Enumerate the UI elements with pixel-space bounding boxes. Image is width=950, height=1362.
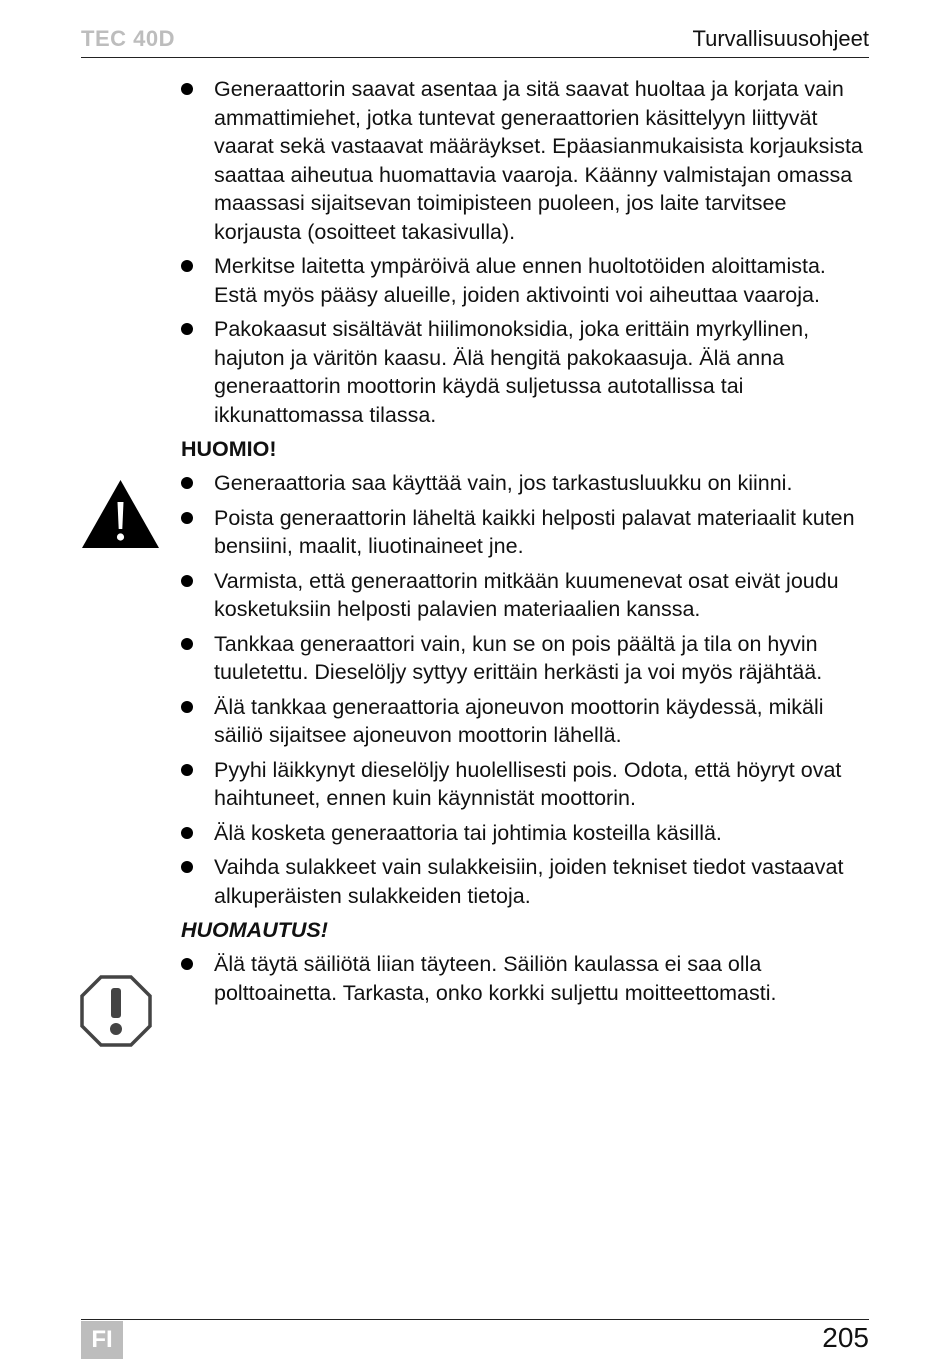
list-item: Tankkaa generaattori vain, kun se on pois päältä ja tila on hyvin tuuletettu. Dieselöljy syttyy erittäin herkästi ja voi myös räjähtää. (181, 630, 871, 687)
model-name: TEC 40D (81, 26, 175, 51)
bullet-icon (181, 477, 193, 489)
page-number: 205 (822, 1322, 869, 1353)
list-item: Poista generaattorin läheltä kaikki helposti palavat materiaalit kuten bensiini, maalit, liuotinaineet jne. (181, 504, 871, 561)
bullet-icon (181, 575, 193, 587)
bullet-icon (181, 958, 193, 970)
intro-list (181, 75, 871, 429)
bullet-icon (181, 260, 193, 272)
list-item: Älä täytä säiliötä liian täyteen. Säiliön kaulassa ei saa olla polttoainetta. Tarkasta, onko korkki suljettu moitteettomasti. (181, 950, 871, 1007)
page-header (81, 26, 869, 58)
bullet-icon (181, 701, 193, 713)
bullet-icon (181, 83, 193, 95)
notice-list (181, 950, 871, 1007)
list-item: Älä kosketa generaattoria tai johtimia kosteilla käsillä. (181, 819, 871, 848)
list-item: Pyyhi läikkynyt dieselöljy huolellisesti pois. Odota, että höyryt ovat haihtuneet, ennen kuin käynnistät moottorin. (181, 756, 871, 813)
language-badge: FI (81, 1321, 123, 1359)
caution-label: HUOMIO! (181, 437, 277, 461)
list-item: Generaattorin saavat asentaa ja sitä saavat huoltaa ja korjata vain ammattimiehet, jotka tuntevat generaattorien käsittelyyn liittyvät vaarat sekä vastaavat määräykset. Epäasianmukaisista korjauksista saattaa aiheutua huomattavia vaaroja. Käänny valmistajan omassa maassasi sijaitsevan toimipisteen puoleen, jos laite tarvitsee korjausta (osoitteet takasivulla). (181, 75, 871, 246)
footer-divider (81, 1319, 869, 1320)
list-item: Älä tankkaa generaattoria ajoneuvon moottorin käydessä, mikäli säiliö sijaitsee ajoneuvon moottorin lähellä. (181, 693, 871, 750)
caution-list (181, 469, 871, 910)
notice-label: HUOMAUTUS! (181, 918, 328, 942)
bullet-icon (181, 764, 193, 776)
list-item: Varmista, että generaattorin mitkään kuumenevat osat eivät joudu kosketuksiin helposti palavien materiaalien kanssa. (181, 567, 871, 624)
bullet-icon (181, 638, 193, 650)
section-title: Turvallisuusohjeet (692, 26, 869, 51)
list-item: Merkitse laitetta ympäröivä alue ennen huoltotöiden aloittamista. Estä myös pääsy alueille, joiden aktivointi voi aiheuttaa vaaroja. (181, 252, 871, 309)
list-item: Generaattoria saa käyttää vain, jos tarkastusluukku on kiinni. (181, 469, 871, 498)
exclamation-octagon-icon (80, 975, 152, 1047)
warning-triangle-icon (80, 478, 161, 550)
bullet-icon (181, 861, 193, 873)
content (181, 75, 871, 1013)
list-item: Vaihda sulakkeet vain sulakkeisiin, joiden tekniset tiedot vastaavat alkuperäisten sulakkeiden tietoja. (181, 853, 871, 910)
bullet-icon (181, 323, 193, 335)
list-item: Pakokaasut sisältävät hiilimonoksidia, joka erittäin myrkyllinen, hajuton ja väritön kaasu. Älä hengitä pakokaasuja. Älä anna generaattorin moottorin käydä suljetussa autotallissa tai ikkunattomassa tilassa. (181, 315, 871, 429)
bullet-icon (181, 512, 193, 524)
bullet-icon (181, 827, 193, 839)
